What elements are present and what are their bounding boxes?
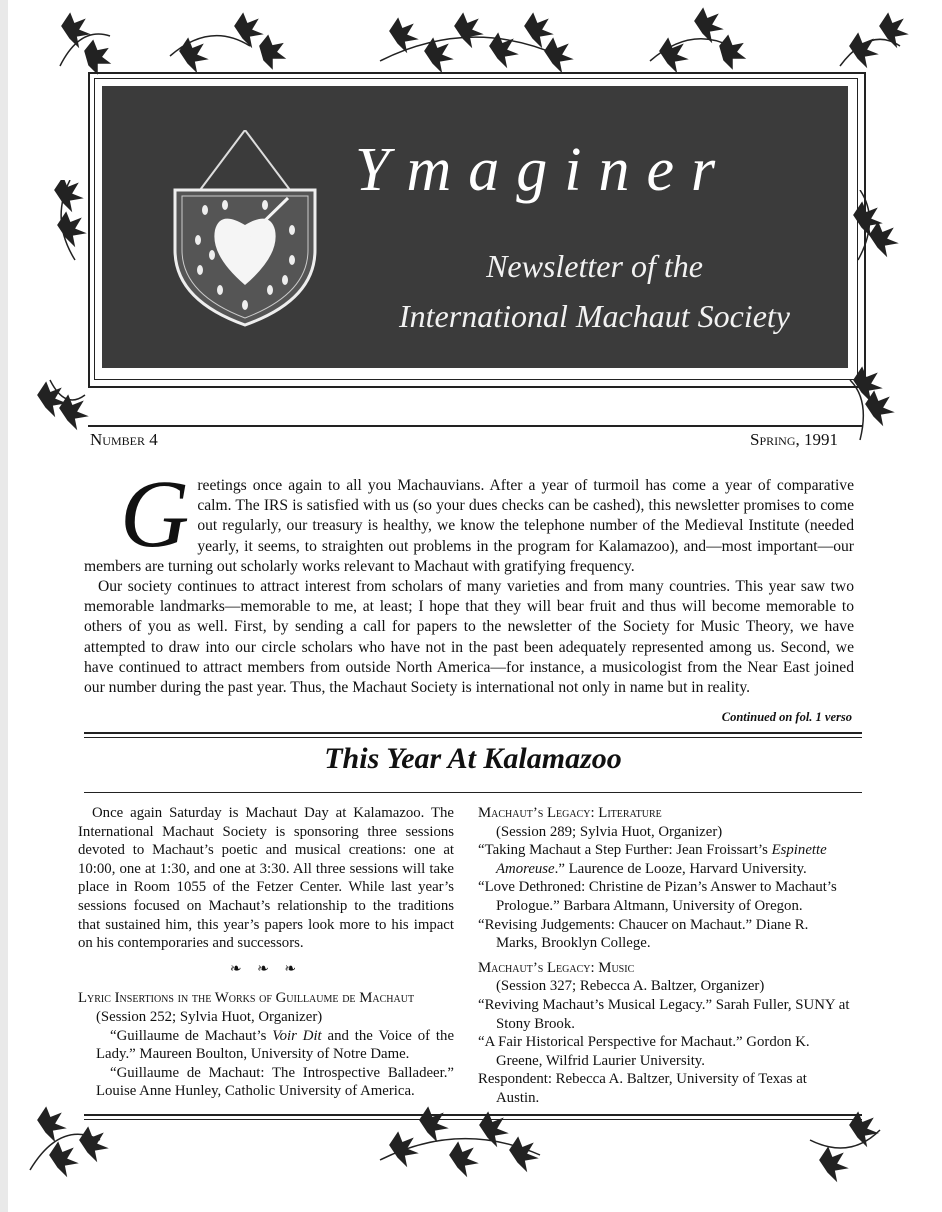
session-heading-music: Machaut’s Legacy: Music xyxy=(478,959,635,976)
vine-ornament-left xyxy=(30,180,90,440)
drop-cap: G xyxy=(120,460,190,567)
paper-lyric-2: “Guillaume de Machaut: The Introspective Balladeer.” Louise Anne Hunley, Catholic University of America. xyxy=(96,1064,454,1100)
left-column xyxy=(78,804,454,1101)
newsletter-subtitle-line1: Newsletter of the xyxy=(486,248,703,284)
session-heading-literature: Machaut’s Legacy: Literature xyxy=(478,805,662,821)
intro-paragraph-2: Our society continues to attract interest from scholars of many varieties and from many countries. This year saw two memorable landmarks—memorable to me, at least; I hope that they will bear fruit and thus will become memorable to others of you as well. First, by sending a call for papers to the newsletter of the Society for Music Theory, we have attempted to draw into our circle scholars who have not in the past been adequately represented among us. Second, we have continued to attract members from outside North America—for instance, a musicologist from the Near East joined our number during the past year. Thus, the Machaut Society is international not only in name but in reality. xyxy=(84,578,854,697)
paper-literature-1: “Taking Machaut a Step Further: Jean Froissart’s Espinette Amoreuse.” Laurence de Looze, Harvard University. xyxy=(478,842,827,877)
paper-lyric-1: “Guillaume de Machaut’s Voir Dit and the Voice of the Lady.” Maureen Boulton, University of Notre Dame. xyxy=(96,1027,455,1063)
right-column xyxy=(478,804,850,1108)
intro-article xyxy=(84,460,854,698)
heart-shield-emblem xyxy=(170,130,320,330)
fleuron-divider: ❧ ❧ ❧ xyxy=(229,961,303,977)
newsletter-title: Ymaginer xyxy=(355,136,733,204)
section-rule-top-thin xyxy=(84,737,862,738)
section-rule-under-title xyxy=(84,792,862,793)
session-heading-lyric: Lyric Insertions in the Works of Guillaume de Machaut xyxy=(78,990,415,1007)
issue-rule xyxy=(88,425,862,427)
session-info-lyric: (Session 252; Sylvia Huot, Organizer) xyxy=(96,1008,323,1025)
paper-music-2: “A Fair Historical Perspective for Machaut.” Gordon K. Greene, Wilfrid Laurier University. xyxy=(478,1034,810,1069)
paper-literature-3: “Revising Judgements: Chaucer on Machaut.” Diane R. Marks, Brooklyn College. xyxy=(478,916,809,952)
paper-music-1: “Reviving Machaut’s Musical Legacy.” Sarah Fuller, SUNY at Stony Brook. xyxy=(478,996,850,1032)
kalamazoo-paragraph: Once again Saturday is Machaut Day at Kalamazoo. The International Machaut Society is sponsoring three sessions devoted to Machaut’s poetic and musical creations: one at 10:00, one at 1:30, and one at 3:30. All three sessions will take place in Room 1055 of the Fetzer Center. While last year’s sessions focused on Machaut’s relationship to the traditions that sustained him, this year’s papers look more to his impact on his contemporaries and successors. xyxy=(78,805,454,952)
issue-date: Spring, 1991 xyxy=(750,430,838,449)
section-title: This Year At Kalamazoo xyxy=(324,742,622,775)
newsletter-subtitle-line2: International Machaut Society xyxy=(398,298,790,334)
intro-paragraph-1: reetings once again to all you Machauvians. After a year of turmoil has come a year of comparative calm. The IRS is satisfied with us (so your dues checks can be cashed), this newsletter promises to come out regularly, our treasury is healthy, we know the telephone number of the Medieval Institute (needed yearly, it seems, to straighten out problems in the program for Kalamazoo), and—most important—our members are turning out scholarly works relevant to Machaut with gratifying frequency. xyxy=(84,477,854,575)
footer-rule xyxy=(84,1114,862,1116)
session-info-music: (Session 327; Rebecca A. Baltzer, Organizer) xyxy=(496,978,765,995)
continued-note: Continued on fol. 1 verso xyxy=(721,710,852,724)
footer-rule-thin xyxy=(84,1119,862,1120)
issue-number: Number 4 xyxy=(90,430,158,449)
page-edge xyxy=(0,0,8,1212)
section-rule-top xyxy=(84,732,862,734)
session-info-literature: (Session 289; Sylvia Huot, Organizer) xyxy=(496,823,723,840)
paper-music-respondent: Respondent: Rebecca A. Baltzer, University of Texas at Austin. xyxy=(478,1071,807,1106)
paper-literature-2: “Love Dethroned: Christine de Pizan’s Answer to Machaut’s Prologue.” Barbara Altmann, University of Oregon. xyxy=(478,879,837,914)
